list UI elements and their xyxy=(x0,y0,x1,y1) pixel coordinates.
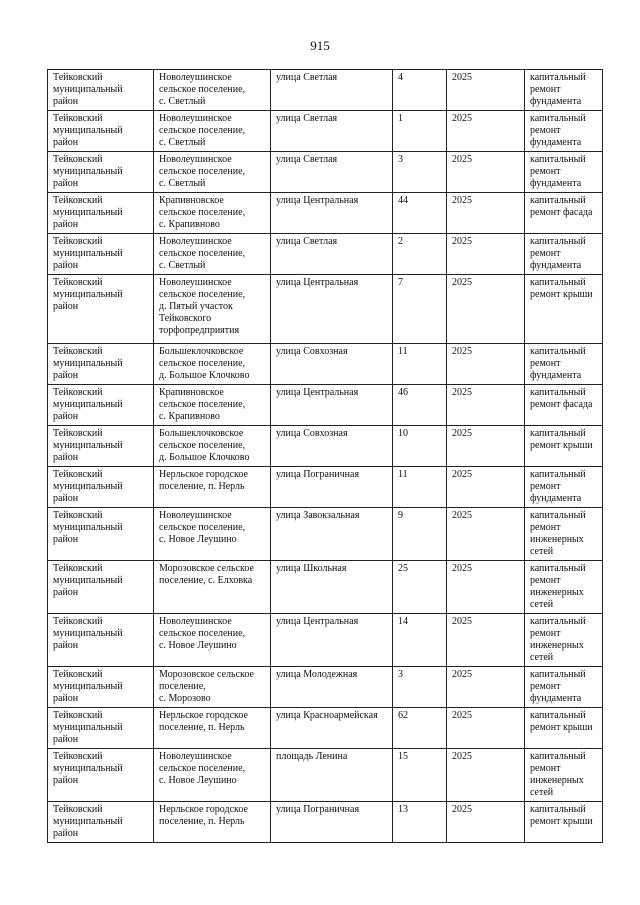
table-row xyxy=(48,749,603,802)
year-cell: 2025 xyxy=(447,385,525,426)
settlement-cell: Нерльское городское поселение, п. Нерль xyxy=(154,802,271,843)
year-cell: 2025 xyxy=(447,508,525,561)
repair-registry-table xyxy=(47,69,603,843)
table-row xyxy=(48,275,603,344)
table-row xyxy=(48,344,603,385)
year-cell: 2025 xyxy=(447,467,525,508)
house-number-cell: 10 xyxy=(393,426,447,467)
year-cell: 2025 xyxy=(447,111,525,152)
work-type-cell: капитальный ремонт фундамента xyxy=(525,70,603,111)
house-number-cell: 14 xyxy=(393,614,447,667)
table-row xyxy=(48,152,603,193)
settlement-cell: Нерльское городское поселение, п. Нерль xyxy=(154,467,271,508)
house-number-cell: 7 xyxy=(393,275,447,344)
settlement-cell: Крапивновское сельское поселение, с. Крапивново xyxy=(154,385,271,426)
house-number-cell: 3 xyxy=(393,152,447,193)
work-type-cell: капитальный ремонт крыши xyxy=(525,708,603,749)
street-cell: улица Совхозная xyxy=(271,344,393,385)
street-cell: улица Центральная xyxy=(271,614,393,667)
year-cell: 2025 xyxy=(447,426,525,467)
work-type-cell: капитальный ремонт инженерных сетей xyxy=(525,749,603,802)
street-cell: улица Светлая xyxy=(271,70,393,111)
street-cell: улица Светлая xyxy=(271,111,393,152)
district-cell: Тейковский муниципальный район xyxy=(48,275,154,344)
year-cell: 2025 xyxy=(447,667,525,708)
settlement-cell: Большеклочковское сельское поселение, д. Большое Клочково xyxy=(154,426,271,467)
house-number-cell: 15 xyxy=(393,749,447,802)
street-cell: улица Завокзальная xyxy=(271,508,393,561)
year-cell: 2025 xyxy=(447,614,525,667)
settlement-cell: Нерльское городское поселение, п. Нерль xyxy=(154,708,271,749)
year-cell: 2025 xyxy=(447,275,525,344)
table-row xyxy=(48,385,603,426)
year-cell: 2025 xyxy=(447,193,525,234)
table-row xyxy=(48,614,603,667)
table-row xyxy=(48,802,603,843)
settlement-cell: Крапивновское сельское поселение, с. Крапивново xyxy=(154,193,271,234)
house-number-cell: 3 xyxy=(393,667,447,708)
street-cell: улица Пограничная xyxy=(271,802,393,843)
street-cell: улица Молодежная xyxy=(271,667,393,708)
house-number-cell: 44 xyxy=(393,193,447,234)
work-type-cell: капитальный ремонт инженерных сетей xyxy=(525,508,603,561)
district-cell: Тейковский муниципальный район xyxy=(48,344,154,385)
district-cell: Тейковский муниципальный район xyxy=(48,749,154,802)
house-number-cell: 13 xyxy=(393,802,447,843)
work-type-cell: капитальный ремонт инженерных сетей xyxy=(525,561,603,614)
settlement-cell: Новолеушинское сельское поселение, с. Новое Леушино xyxy=(154,614,271,667)
district-cell: Тейковский муниципальный район xyxy=(48,708,154,749)
year-cell: 2025 xyxy=(447,70,525,111)
work-type-cell: капитальный ремонт фундамента xyxy=(525,667,603,708)
table-row xyxy=(48,234,603,275)
district-cell: Тейковский муниципальный район xyxy=(48,802,154,843)
table-row xyxy=(48,561,603,614)
house-number-cell: 9 xyxy=(393,508,447,561)
settlement-cell: Новолеушинское сельское поселение, с. Светлый xyxy=(154,234,271,275)
street-cell: улица Светлая xyxy=(271,234,393,275)
house-number-cell: 25 xyxy=(393,561,447,614)
district-cell: Тейковский муниципальный район xyxy=(48,561,154,614)
settlement-cell: Морозовское сельское поселение, с. Морозово xyxy=(154,667,271,708)
settlement-cell: Новолеушинское сельское поселение, с. Светлый xyxy=(154,70,271,111)
district-cell: Тейковский муниципальный район xyxy=(48,193,154,234)
table-row xyxy=(48,508,603,561)
house-number-cell: 4 xyxy=(393,70,447,111)
district-cell: Тейковский муниципальный район xyxy=(48,70,154,111)
year-cell: 2025 xyxy=(447,561,525,614)
work-type-cell: капитальный ремонт инженерных сетей xyxy=(525,614,603,667)
year-cell: 2025 xyxy=(447,749,525,802)
table-row xyxy=(48,667,603,708)
street-cell: площадь Ленина xyxy=(271,749,393,802)
district-cell: Тейковский муниципальный район xyxy=(48,152,154,193)
district-cell: Тейковский муниципальный район xyxy=(48,467,154,508)
street-cell: улица Красноармейская xyxy=(271,708,393,749)
table-row xyxy=(48,708,603,749)
street-cell: улица Светлая xyxy=(271,152,393,193)
district-cell: Тейковский муниципальный район xyxy=(48,426,154,467)
street-cell: улица Школьная xyxy=(271,561,393,614)
year-cell: 2025 xyxy=(447,234,525,275)
street-cell: улица Центральная xyxy=(271,385,393,426)
settlement-cell: Новолеушинское сельское поселение, с. Светлый xyxy=(154,152,271,193)
table-row xyxy=(48,426,603,467)
settlement-cell: Новолеушинское сельское поселение, с. Светлый xyxy=(154,111,271,152)
settlement-cell: Большеклочковское сельское поселение, д. Большое Клочково xyxy=(154,344,271,385)
table-row xyxy=(48,467,603,508)
street-cell: улица Пограничная xyxy=(271,467,393,508)
settlement-cell: Новолеушинское сельское поселение, с. Новое Леушино xyxy=(154,749,271,802)
settlement-cell: Новолеушинское сельское поселение, с. Новое Леушино xyxy=(154,508,271,561)
work-type-cell: капитальный ремонт фундамента xyxy=(525,234,603,275)
district-cell: Тейковский муниципальный район xyxy=(48,667,154,708)
street-cell: улица Совхозная xyxy=(271,426,393,467)
table-row xyxy=(48,70,603,111)
page-number: 915 xyxy=(310,38,330,53)
street-cell: улица Центральная xyxy=(271,193,393,234)
district-cell: Тейковский муниципальный район xyxy=(48,111,154,152)
street-cell: улица Центральная xyxy=(271,275,393,344)
year-cell: 2025 xyxy=(447,708,525,749)
district-cell: Тейковский муниципальный район xyxy=(48,614,154,667)
year-cell: 2025 xyxy=(447,802,525,843)
work-type-cell: капитальный ремонт крыши xyxy=(525,426,603,467)
table-row xyxy=(48,111,603,152)
house-number-cell: 62 xyxy=(393,708,447,749)
house-number-cell: 11 xyxy=(393,344,447,385)
work-type-cell: капитальный ремонт фундамента xyxy=(525,152,603,193)
work-type-cell: капитальный ремонт фундамента xyxy=(525,344,603,385)
district-cell: Тейковский муниципальный район xyxy=(48,385,154,426)
house-number-cell: 1 xyxy=(393,111,447,152)
year-cell: 2025 xyxy=(447,344,525,385)
house-number-cell: 11 xyxy=(393,467,447,508)
year-cell: 2025 xyxy=(447,152,525,193)
work-type-cell: капитальный ремонт крыши xyxy=(525,802,603,843)
table-row xyxy=(48,193,603,234)
work-type-cell: капитальный ремонт фасада xyxy=(525,385,603,426)
district-cell: Тейковский муниципальный район xyxy=(48,508,154,561)
work-type-cell: капитальный ремонт фундамента xyxy=(525,111,603,152)
house-number-cell: 2 xyxy=(393,234,447,275)
district-cell: Тейковский муниципальный район xyxy=(48,234,154,275)
work-type-cell: капитальный ремонт фасада xyxy=(525,193,603,234)
settlement-cell: Новолеушинское сельское поселение, д. Пятый участок Тейковского торфопредприятия xyxy=(154,275,271,344)
house-number-cell: 46 xyxy=(393,385,447,426)
settlement-cell: Морозовское сельское поселение, с. Елховка xyxy=(154,561,271,614)
work-type-cell: капитальный ремонт крыши xyxy=(525,275,603,344)
work-type-cell: капитальный ремонт фундамента xyxy=(525,467,603,508)
